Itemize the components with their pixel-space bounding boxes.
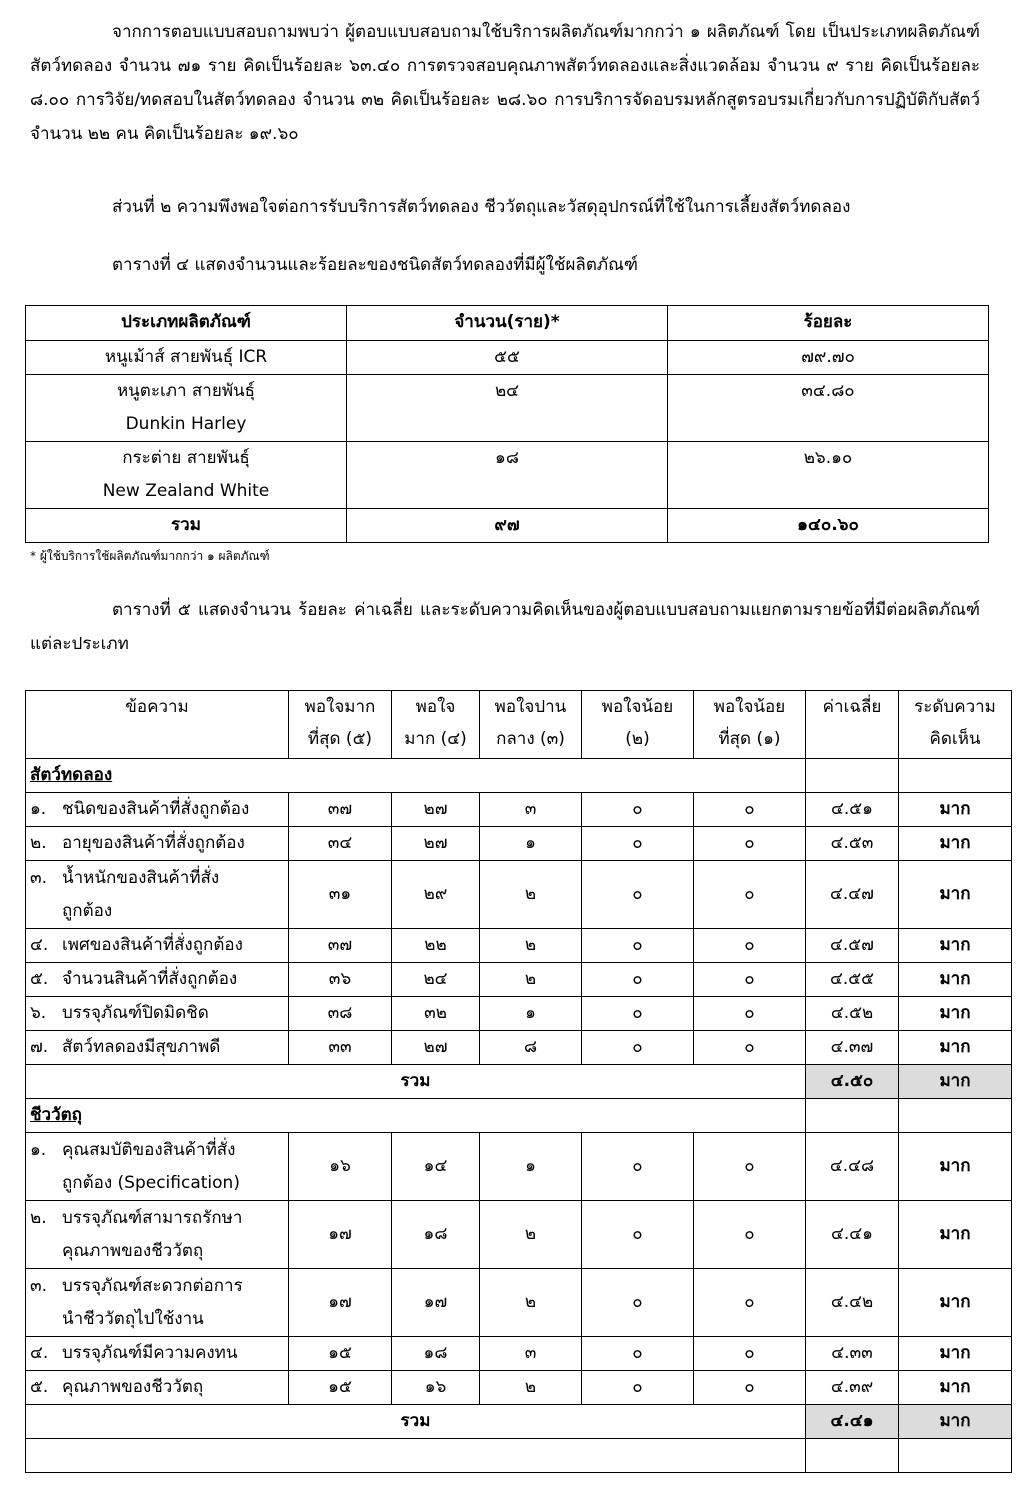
percent-cell: ๓๔.๘๐ [668, 375, 989, 442]
level-cell: มาก [899, 1371, 1012, 1405]
item-cell [26, 793, 289, 827]
table-row [26, 1133, 1012, 1201]
section-total-row [26, 1065, 1012, 1099]
empty-row [26, 1439, 1012, 1473]
section-total-row [26, 1405, 1012, 1439]
table5-header [582, 691, 694, 759]
mean-cell: ๔.๓๙ [806, 1371, 899, 1405]
table-row [26, 442, 989, 509]
score-cell: ๐ [694, 827, 806, 861]
score-cell: ๐ [582, 793, 694, 827]
product-strain: New Zealand White [102, 481, 270, 501]
item-label-line: ถูกต้อง (Specification) [62, 1172, 240, 1193]
mean-cell: ๔.๔๗ [806, 861, 899, 929]
total-level: มาก [899, 1065, 1012, 1099]
item-cell [26, 1201, 289, 1269]
item-label-line: คุณภาพของชีววัตถุ [62, 1377, 204, 1397]
table5-header [806, 691, 899, 759]
item-label [62, 1371, 272, 1404]
count-cell: ๑๘ [347, 442, 668, 509]
score-cell: ๐ [582, 997, 694, 1031]
item-number: ๒. [30, 833, 47, 853]
score-cell: ๓๗ [289, 793, 392, 827]
level-cell [899, 1099, 1012, 1133]
item-number: ๕. [30, 1377, 49, 1397]
score-cell: ๒ [480, 1371, 582, 1405]
score-cell: ๐ [694, 963, 806, 997]
item-number: ๔. [30, 1343, 49, 1363]
table5-header [694, 691, 806, 759]
mean-cell: ๔.๓๗ [806, 1031, 899, 1065]
level-cell [899, 759, 1012, 793]
score-cell: ๒๗ [392, 1031, 480, 1065]
total-label: รวม [26, 1065, 806, 1099]
score-cell: ๒ [480, 1201, 582, 1269]
table-row [26, 997, 1012, 1031]
table5-header-line: พอใจ [415, 697, 456, 717]
total-label: รวม [26, 509, 347, 543]
table-row [26, 375, 989, 442]
table4-header: ร้อยละ [668, 306, 989, 341]
score-cell: ๑ [480, 827, 582, 861]
total-count: ๙๗ [347, 509, 668, 543]
table-row [26, 793, 1012, 827]
item-label [62, 997, 272, 1030]
table5-header-line: พอใจน้อย [601, 697, 674, 717]
total-mean: ๔.๔๑ [806, 1405, 899, 1439]
level-cell: มาก [899, 1201, 1012, 1269]
table5-header-line: พอใจมาก [304, 697, 376, 717]
table-row [26, 1201, 1012, 1269]
table5-header [480, 691, 582, 759]
item-label-line: นำชีววัตถุไปใช้งาน [62, 1308, 204, 1329]
score-cell: ๐ [582, 1337, 694, 1371]
item-label [62, 793, 272, 826]
item-cell [26, 1133, 289, 1201]
score-cell: ๐ [694, 929, 806, 963]
score-cell: ๓๑ [289, 861, 392, 929]
score-cell: ๒ [480, 1269, 582, 1337]
total-level: มาก [899, 1405, 1012, 1439]
table5-header [26, 691, 289, 759]
table5-header [392, 691, 480, 759]
score-cell: ๐ [694, 1031, 806, 1065]
item-label-line: เพศของสินค้าที่สั่งถูกต้อง [62, 935, 243, 955]
score-cell: ๒ [480, 963, 582, 997]
mean-cell: ๔.๕๑ [806, 793, 899, 827]
item-label [62, 963, 272, 996]
mean-cell: ๔.๔๑ [806, 1201, 899, 1269]
section-row [26, 1099, 1012, 1133]
item-number: ๖. [30, 1003, 47, 1023]
item-label [62, 1031, 272, 1064]
table5-header-line: ที่สุด (๕) [307, 729, 373, 749]
item-label-line: คุณภาพของชีววัตถุ [62, 1240, 204, 1261]
count-cell: ๕๕ [347, 341, 668, 375]
item-number: ๓. [30, 867, 48, 888]
section-title: ชีววัตถุ [26, 1099, 806, 1133]
item-label [62, 1270, 272, 1336]
score-cell: ๐ [582, 1133, 694, 1201]
score-cell: ๑ [480, 1133, 582, 1201]
section-title: สัตว์ทดลอง [26, 759, 806, 793]
score-cell: ๐ [694, 861, 806, 929]
score-cell: ๒ [480, 929, 582, 963]
product-type-cell [26, 442, 347, 509]
level-cell: มาก [899, 1031, 1012, 1065]
product-type: กระต่าย สายพันธุ์ [122, 448, 250, 468]
score-cell: ๐ [582, 1201, 694, 1269]
score-cell: ๐ [582, 1031, 694, 1065]
table4-header: จำนวน(ราย)* [347, 306, 668, 341]
empty-cell [899, 1439, 1012, 1473]
total-mean: ๔.๕๐ [806, 1065, 899, 1099]
score-cell: ๓๒ [392, 997, 480, 1031]
item-number: ๑. [30, 1139, 47, 1160]
score-cell: ๐ [582, 1269, 694, 1337]
table-row [26, 1031, 1012, 1065]
mean-cell: ๔.๕๓ [806, 827, 899, 861]
level-cell: มาก [899, 793, 1012, 827]
table5-caption: ตารางที่ ๕ แสดงจำนวน ร้อยละ ค่าเฉลี่ย และระดับความคิดเห็นของผู้ตอบแบบสอบถามแยกตามรายข้อที่มีต่อผลิตภัณฑ์แต่ละประเภท [30, 600, 980, 654]
score-cell: ๑๘ [392, 1337, 480, 1371]
item-number: ๑. [30, 799, 47, 819]
product-type: หนูเม้าส์ สายพันธุ์ ICR [104, 347, 268, 367]
table5-header [899, 691, 1012, 759]
item-label [62, 862, 272, 928]
score-cell: ๓๔ [289, 827, 392, 861]
mean-cell [806, 1099, 899, 1133]
item-label-line: บรรจุภัณฑ์มีความคงทน [62, 1343, 238, 1363]
table5-header-line: (๒) [625, 729, 650, 749]
score-cell: ๓ [480, 1337, 582, 1371]
table-row [26, 827, 1012, 861]
item-label [62, 1134, 272, 1200]
item-label [62, 929, 272, 962]
table5-header-line: ข้อความ [125, 697, 189, 717]
item-cell [26, 1337, 289, 1371]
table5-header [289, 691, 392, 759]
mean-cell: ๔.๔๘ [806, 1133, 899, 1201]
score-cell: ๓๗ [289, 929, 392, 963]
score-cell: ๐ [694, 1269, 806, 1337]
item-cell [26, 861, 289, 929]
empty-cell [806, 1439, 899, 1473]
item-label-line: คุณสมบัติของสินค้าที่สั่ง [62, 1139, 236, 1160]
item-number: ๗. [30, 1037, 49, 1057]
product-type: หนูตะเภา สายพันธุ์ [116, 381, 256, 401]
mean-cell: ๔.๕๕ [806, 963, 899, 997]
table-row [26, 341, 989, 375]
score-cell: ๑๕ [289, 1371, 392, 1405]
item-label-line: อายุของสินค้าที่สั่งถูกต้อง [62, 833, 245, 853]
intro-paragraph: จากการตอบแบบสอบถามพบว่า ผู้ตอบแบบสอบถามใช้บริการผลิตภัณฑ์มากกว่า ๑ ผลิตภัณฑ์ โดย เป็นประเภทผลิตภัณฑ์ สัตว์ทดลอง จำนวน ๗๑ ราย คิดเป็นร้อยละ ๖๓.๔๐ การตรวจสอบคุณภาพสัตว์ทดลองและสิ่งแวดล้อม จำนวน ๙ ราย คิดเป็นร้อยละ ๘.๐๐ การวิจัย/ทดสอบในสัตว์ทดลอง จำนวน ๓๒ คิดเป็นร้อยละ ๒๘.๖๐ การบริการจัดอบรมหลักสูตรอบรมเกี่ยวกับการปฏิบัติกับสัตว์ จำนวน ๒๒ คน คิดเป็นร้อยละ ๑๙.๖๐ [30, 22, 980, 144]
score-cell: ๐ [582, 963, 694, 997]
score-cell: ๑๖ [289, 1133, 392, 1201]
table5-header-line: มาก (๔) [404, 729, 467, 749]
product-type-cell [26, 341, 347, 375]
item-label-line: น้ำหนักของสินค้าที่สั่ง [62, 867, 220, 888]
item-cell [26, 997, 289, 1031]
item-cell [26, 827, 289, 861]
table5-header-line: พอใจน้อย [713, 697, 786, 717]
product-strain: Dunkin Harley [125, 414, 247, 434]
score-cell: ๑๘ [392, 1201, 480, 1269]
item-label-line: บรรจุภัณฑ์ปิดมิดชิด [62, 1003, 209, 1023]
item-cell [26, 1031, 289, 1065]
table5-header-line: คิดเห็น [929, 729, 981, 749]
score-cell: ๐ [694, 793, 806, 827]
percent-cell: ๒๖.๑๐ [668, 442, 989, 509]
mean-cell: ๔.๕๗ [806, 929, 899, 963]
table5-header-line: พอใจปาน [494, 697, 567, 717]
score-cell: ๒๔ [392, 963, 480, 997]
level-cell: มาก [899, 963, 1012, 997]
score-cell: ๐ [582, 861, 694, 929]
level-cell: มาก [899, 1337, 1012, 1371]
table5-header-row [26, 691, 1012, 759]
item-number: ๒. [30, 1207, 47, 1228]
level-cell: มาก [899, 997, 1012, 1031]
score-cell: ๐ [694, 1371, 806, 1405]
item-label-line: จำนวนสินค้าที่สั่งถูกต้อง [62, 969, 238, 989]
table5-header-line: ที่สุด (๑) [718, 729, 781, 749]
table4-footnote: * ผู้ใช้บริการใช้ผลิตภัณฑ์มากกว่า ๑ ผลิตภัณฑ์ [30, 549, 270, 563]
score-cell: ๑๗ [289, 1269, 392, 1337]
table-row [26, 929, 1012, 963]
mean-cell: ๔.๓๓ [806, 1337, 899, 1371]
score-cell: ๒๗ [392, 793, 480, 827]
item-label-line: บรรจุภัณฑ์สามารถรักษา [62, 1207, 243, 1228]
score-cell: ๐ [694, 1133, 806, 1201]
item-number: ๕. [30, 969, 49, 989]
table4-header-row [26, 306, 989, 341]
item-cell [26, 929, 289, 963]
score-cell: ๑๖ [392, 1371, 480, 1405]
percent-cell: ๗๙.๗๐ [668, 341, 989, 375]
table4-header: ประเภทผลิตภัณฑ์ [26, 306, 347, 341]
level-cell: มาก [899, 1269, 1012, 1337]
item-label-line: บรรจุภัณฑ์สะดวกต่อการ [62, 1275, 243, 1296]
score-cell: ๒๗ [392, 827, 480, 861]
total-percent: ๑๔๐.๖๐ [668, 509, 989, 543]
item-label-line: ถูกต้อง [62, 900, 113, 921]
mean-cell: ๔.๔๒ [806, 1269, 899, 1337]
level-cell: มาก [899, 827, 1012, 861]
item-label-line: สัตว์ทลดองมีสุขภาพดี [62, 1037, 221, 1057]
total-label: รวม [26, 1405, 806, 1439]
item-number: ๓. [30, 1275, 48, 1296]
table4-caption: ตารางที่ ๔ แสดงจำนวนและร้อยละของชนิดสัตว์ทดลองที่มีผู้ใช้ผลิตภัณฑ์ [112, 255, 638, 275]
item-cell [26, 1371, 289, 1405]
score-cell: ๑๗ [392, 1269, 480, 1337]
level-cell: มาก [899, 861, 1012, 929]
score-cell: ๘ [480, 1031, 582, 1065]
product-type-cell [26, 375, 347, 442]
score-cell: ๓ [480, 793, 582, 827]
item-label [62, 827, 272, 860]
table5-header-line: ระดับความ [914, 697, 996, 717]
table-row [26, 1371, 1012, 1405]
count-cell: ๒๔ [347, 375, 668, 442]
table-row [26, 1337, 1012, 1371]
table-row [26, 1269, 1012, 1337]
score-cell: ๒๙ [392, 861, 480, 929]
item-cell [26, 1269, 289, 1337]
score-cell: ๓๖ [289, 963, 392, 997]
table-row [26, 861, 1012, 929]
item-label [62, 1202, 272, 1268]
empty-cell [26, 1439, 806, 1473]
table-row [26, 963, 1012, 997]
score-cell: ๑๔ [392, 1133, 480, 1201]
score-cell: ๐ [582, 929, 694, 963]
score-cell: ๐ [694, 1201, 806, 1269]
score-cell: ๐ [694, 997, 806, 1031]
table5-header-line: กลาง (๓) [496, 729, 565, 749]
score-cell: ๑๕ [289, 1337, 392, 1371]
score-cell: ๒๒ [392, 929, 480, 963]
mean-cell: ๔.๕๒ [806, 997, 899, 1031]
level-cell: มาก [899, 929, 1012, 963]
item-number: ๔. [30, 935, 49, 955]
level-cell: มาก [899, 1133, 1012, 1201]
score-cell: ๐ [582, 1371, 694, 1405]
section-row [26, 759, 1012, 793]
score-cell: ๑ [480, 997, 582, 1031]
mean-cell [806, 759, 899, 793]
item-cell [26, 963, 289, 997]
item-label [62, 1337, 272, 1370]
table5-header-line: ค่าเฉลี่ย [822, 697, 882, 717]
score-cell: ๑๗ [289, 1201, 392, 1269]
table4-total-row [26, 509, 989, 543]
score-cell: ๐ [694, 1337, 806, 1371]
item-label-line: ชนิดของสินค้าที่สั่งถูกต้อง [62, 799, 250, 819]
section-2-heading: ส่วนที่ ๒ ความพึงพอใจต่อการรับบริการสัตว์ทดลอง ชีววัตถุและวัสดุอุปกรณ์ที่ใช้ในการเลี้ยงสัตว์ทดลอง [112, 197, 851, 217]
score-cell: ๒ [480, 861, 582, 929]
table4 [25, 305, 989, 543]
score-cell: ๓๘ [289, 997, 392, 1031]
score-cell: ๓๓ [289, 1031, 392, 1065]
score-cell: ๐ [582, 827, 694, 861]
table5 [25, 690, 1012, 1473]
